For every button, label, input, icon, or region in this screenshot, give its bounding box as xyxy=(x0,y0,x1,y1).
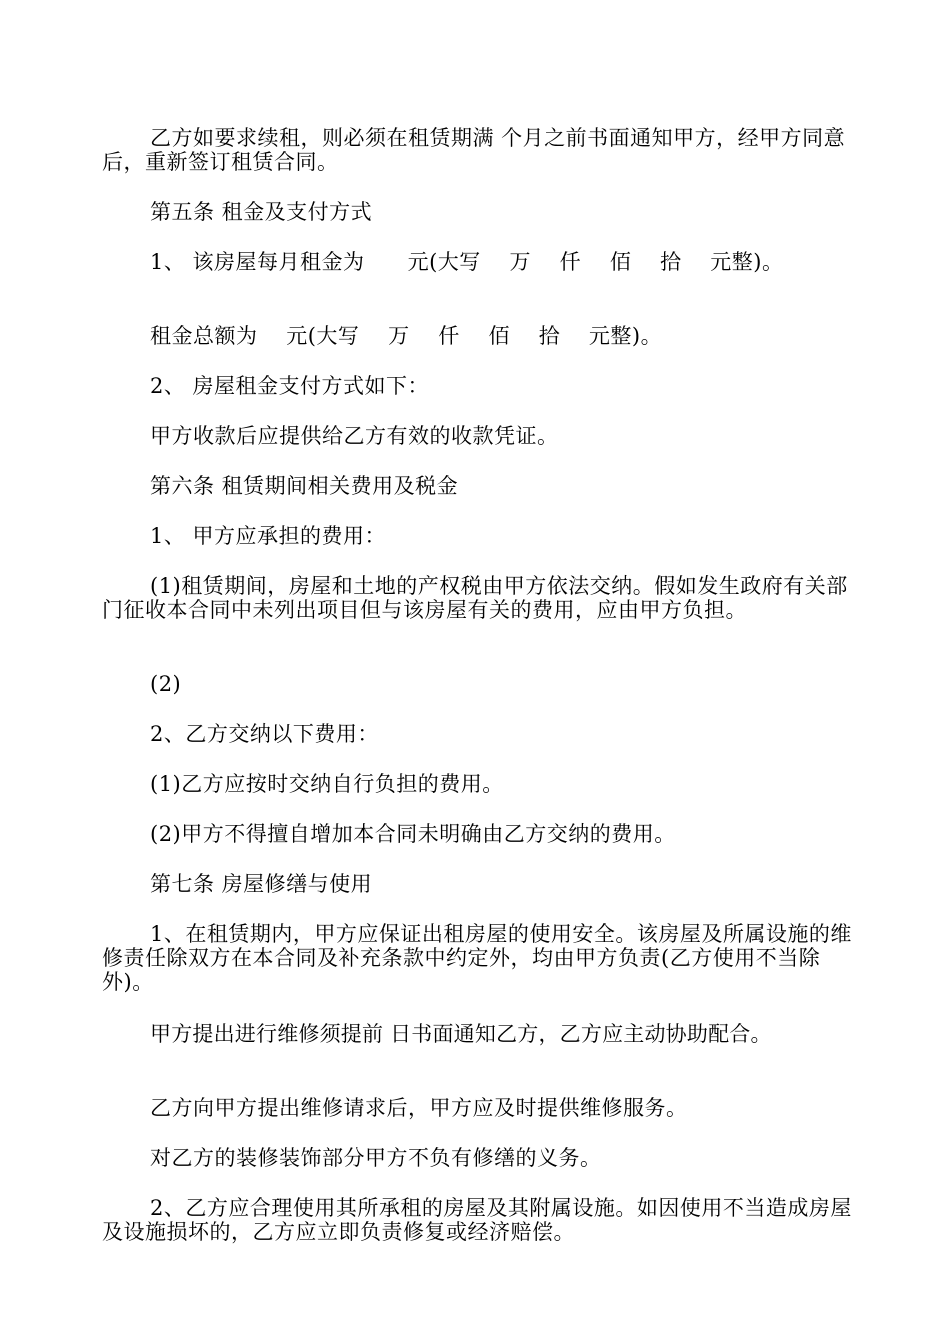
heading-article-5: 第五条 租金及支付方式 xyxy=(150,200,373,224)
heading-article-6: 第六条 租赁期间相关费用及税金 xyxy=(150,474,459,498)
paragraph-tenant-fees: 2、乙方交纳以下费用： xyxy=(150,722,379,746)
paragraph-proper-use: 2、乙方应合理使用其所承租的房屋及其附属设施。如因使用不当造成房屋及设施损坏的，乙方应立即负责修复或经济赔偿。 xyxy=(102,1196,852,1244)
paragraph-repair-safety: 1、在租赁期内，甲方应保证出租房屋的使用安全。该房屋及所属设施的维修责任除双方在本合同及补充条款中约定外，均由甲方负责(乙方使用不当除外)。 xyxy=(102,922,852,994)
heading-article-7: 第七条 房屋修缮与使用 xyxy=(150,872,373,896)
paragraph-renewal-notice: 乙方如要求续租，则必须在租赁期满 个月之前书面通知甲方，经甲方同意后，重新签订租赁合同。 xyxy=(102,126,846,174)
paragraph-repair-request: 乙方向甲方提出维修请求后，甲方应及时提供维修服务。 xyxy=(150,1096,688,1120)
paragraph-tenant-pay-on-time: (1)乙方应按时交纳自行负担的费用。 xyxy=(150,772,504,796)
paragraph-decoration: 对乙方的装修装饰部分甲方不负有修缮的义务。 xyxy=(150,1146,602,1170)
paragraph-repair-notice: 甲方提出进行维修须提前 日书面通知乙方，乙方应主动协助配合。 xyxy=(150,1022,772,1046)
paragraph-property-tax: (1)租赁期间，房屋和土地的产权税由甲方依法交纳。假如发生政府有关部门征收本合同中未列出项目但与该房屋有关的费用，应由甲方负担。 xyxy=(102,574,848,622)
paragraph-no-extra-fees: (2)甲方不得擅自增加本合同未明确由乙方交纳的费用。 xyxy=(150,822,676,846)
paragraph-landlord-fees: 1、 甲方应承担的费用： xyxy=(150,524,387,548)
paragraph-item-2-blank: (2) xyxy=(150,672,182,696)
paragraph-total-rent: 租金总额为 元(大写 万 仟 佰 拾 元整)。 xyxy=(150,324,663,348)
paragraph-monthly-rent: 1、 该房屋每月租金为 元(大写 万 仟 佰 拾 元整)。 xyxy=(150,250,784,274)
paragraph-receipt: 甲方收款后应提供给乙方有效的收款凭证。 xyxy=(150,424,559,448)
paragraph-payment-method: 2、 房屋租金支付方式如下： xyxy=(150,374,430,398)
